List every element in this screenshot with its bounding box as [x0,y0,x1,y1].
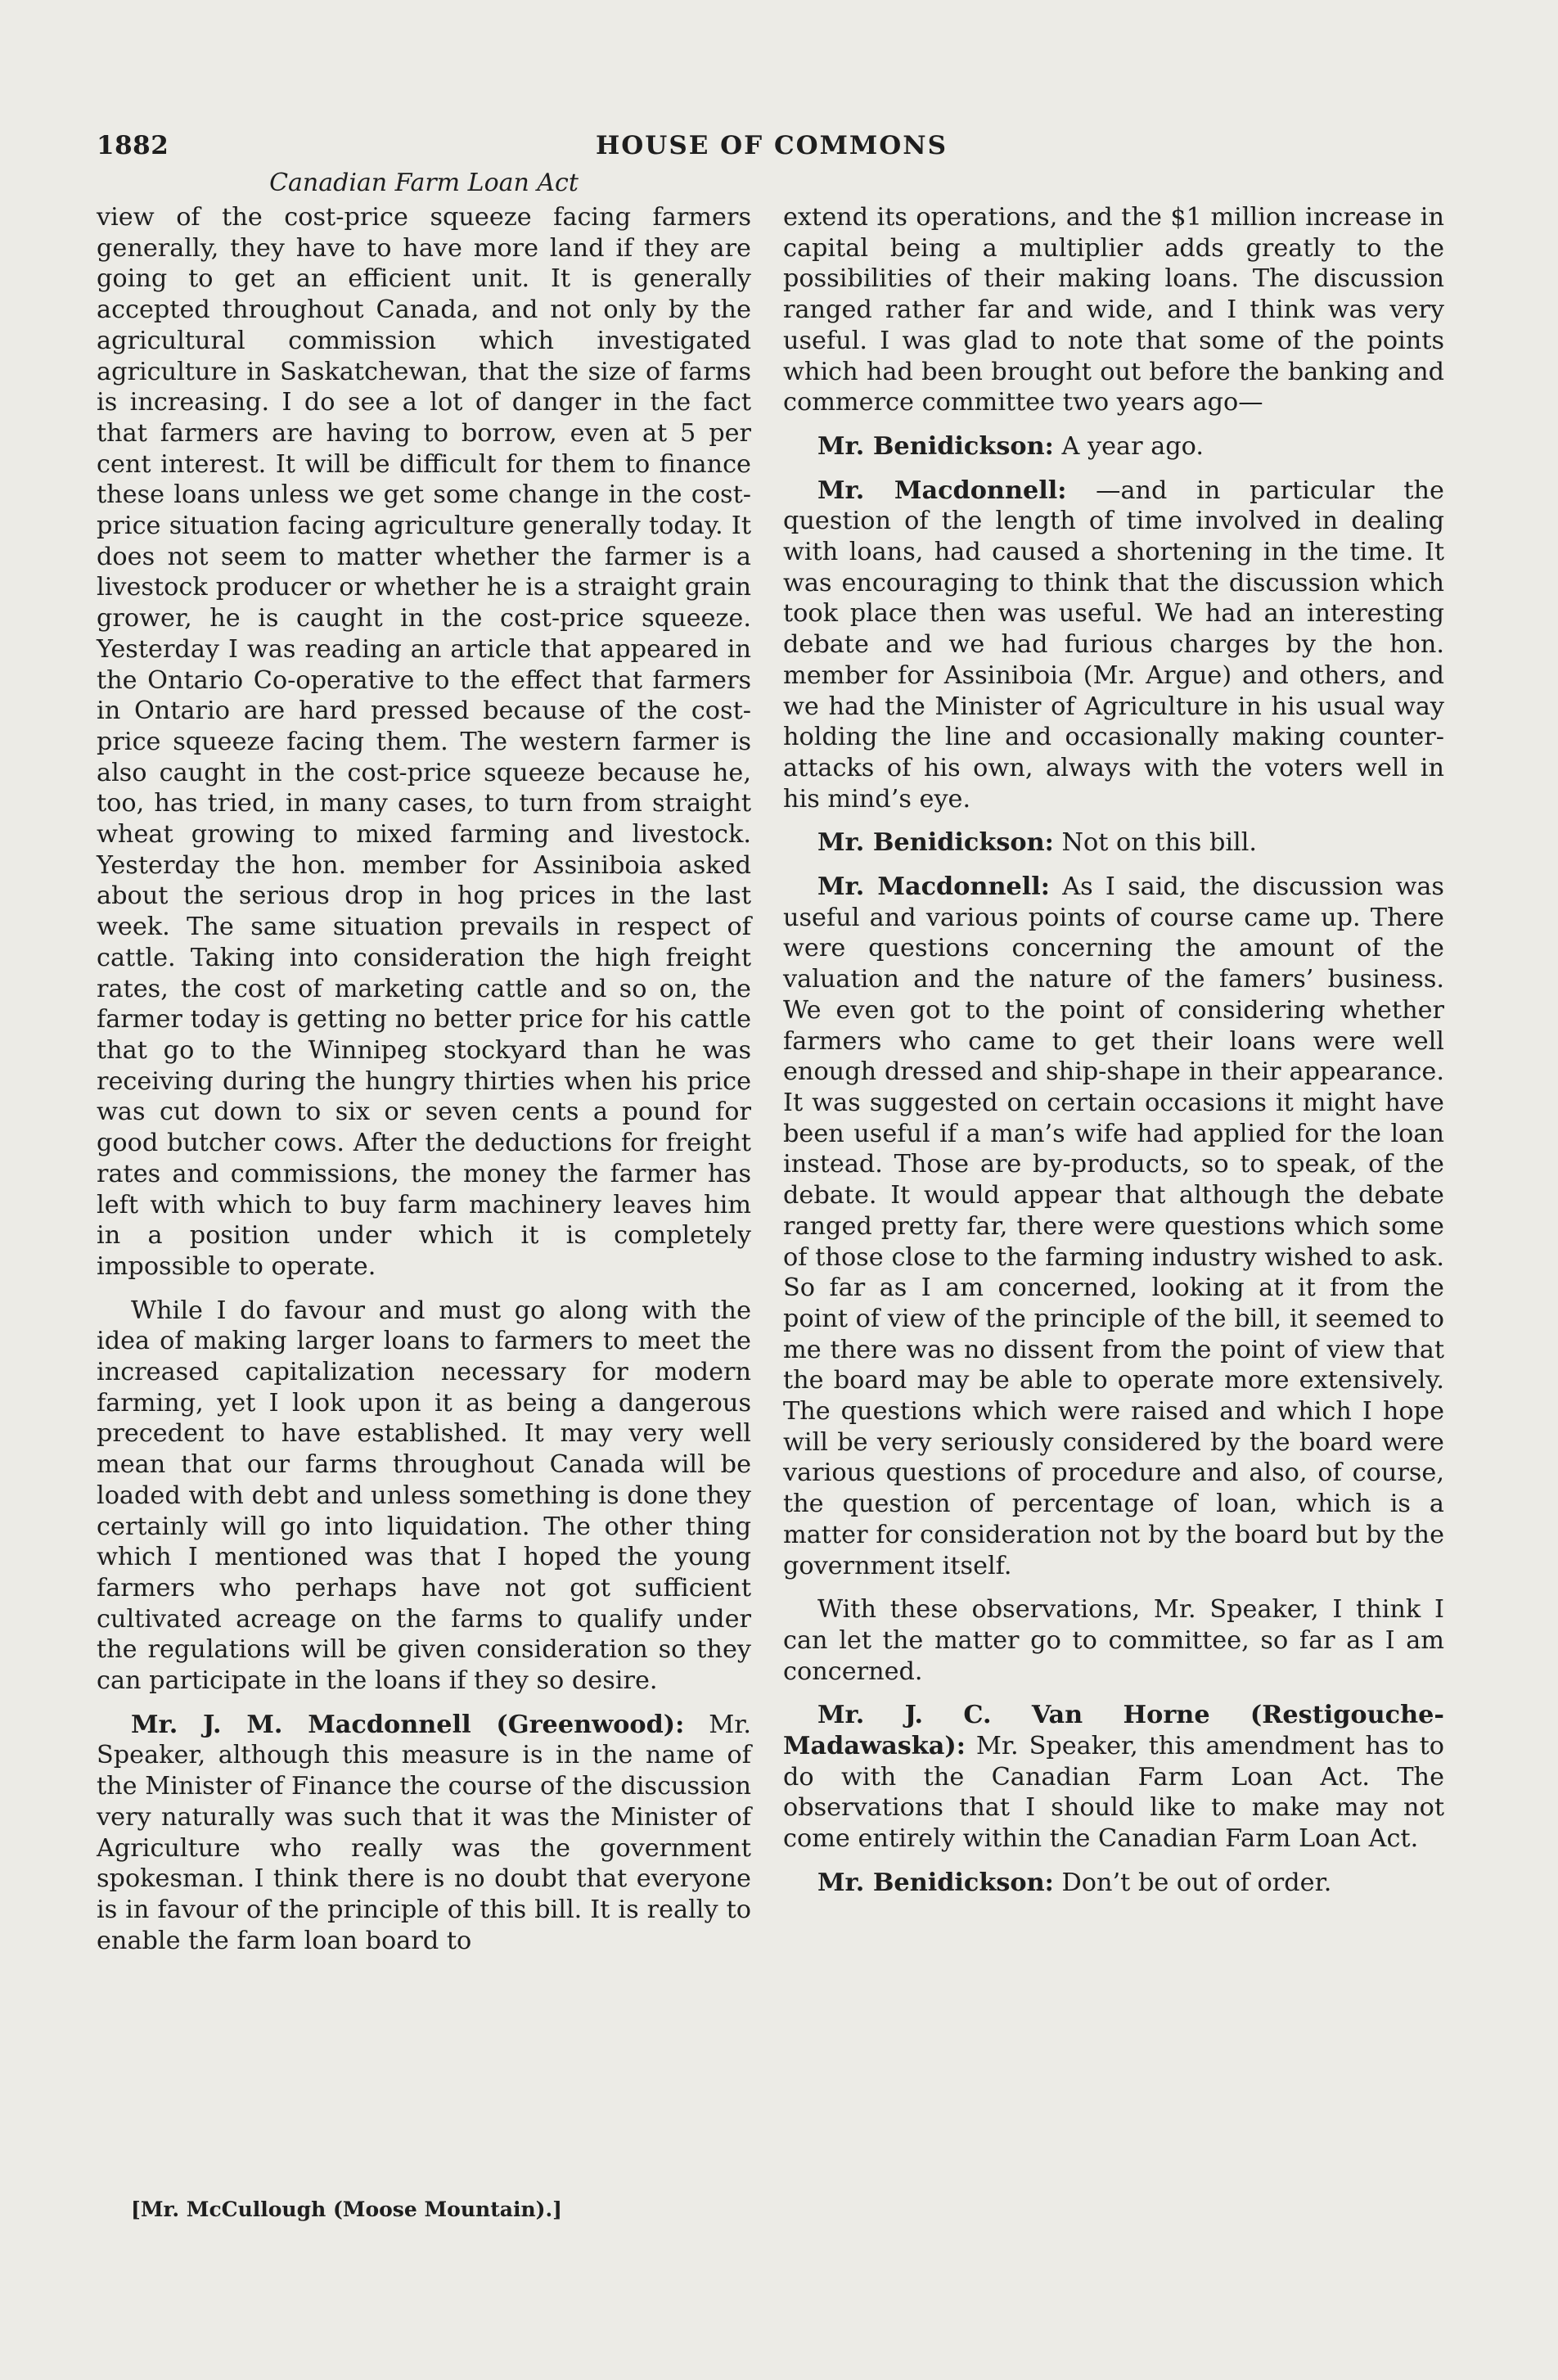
speech-paragraph [783,476,1444,815]
speech-paragraph [783,1868,1444,1899]
speech-text: Don’t be out of order. [1053,1868,1332,1897]
speech-text: Not on this bill. [1053,828,1258,858]
page-title: HOUSE OF COMMONS [596,131,948,160]
running-head [97,131,1447,172]
speech-paragraph [783,827,1444,859]
page-number: 1882 [97,131,169,160]
speaker-name: Mr. J. M. Macdonnell (Greenwood): [131,1710,685,1739]
paragraph: While I do favour and must go along with the idea of making larger loans to farmers to meet the increased capitalization necessary for modern farming, yet I look upon it as being a dangerous precedent to have established. It may very well mean that our farms throughout Canada will be loaded with debt and unless something is done they certainly will go into liquidation. The other thing which I mentioned was that I hoped the young farmers who perhaps have not got sufficient cultivated acreage on the farms to qualify under the regulations will be given consideration so they can participate in the loans if they so desire. [97,1296,751,1696]
speaker-name: Mr. Macdonnell: [817,872,1050,902]
left-column [97,202,751,1969]
speech-paragraph [783,872,1444,1581]
paragraph: With these observations, Mr. Speaker, I think I can let the matter go to committee, so far as I am concerned. [783,1595,1444,1686]
section-subheading: Canadian Farm Loan Act [269,169,579,197]
speech-paragraph [783,1700,1444,1855]
speech-text: A year ago. [1053,431,1205,461]
paragraph: extend its operations, and the $1 million increase in capital being a multiplier adds greatly to the possibilities of their making loans. The discussion ranged rather far and wide, and I think was very useful. I was glad to note that some of the points which had been brought out before the banking and commerce committee two years ago— [783,203,1444,417]
speaker-name: Mr. Benidickson: [817,431,1054,461]
speech-text: —and in particular the question of the length of time involved in dealing with loans, had caused a shortening in the time. It was encouraging to think that the discussion which took place then was useful. We had an interesting debate and we had furious charges by the hon. member for Assiniboia (Mr. Argue) and others, and we had the Minister of Agriculture in his usual way holding the line and occasionally making counter-attacks of his own, always with the voters well in his mind’s eye. [783,476,1444,814]
speaker-name: Mr. Macdonnell: [817,476,1067,505]
speech-text: Mr. Speaker, this amendment has to do with the Canadian Farm Loan Act. The observations that I should like to make may not come entirely within the Canadian Farm Loan Act. [783,1732,1444,1854]
paragraph: view of the cost-price squeeze facing farmers generally, they have to have more land if they are going to get an efficient unit. It is generally accepted throughout Canada, and not only by the agricultural commission which investigated agriculture in Saskatchewan, that the size of farms is increasing. I do see a lot of danger in the fact that farmers are having to borrow, even at 5 per cent interest. It will be difficult for them to finance these loans unless we get some change in the cost-price situation facing agriculture generally today. It does not seem to matter whether the farmer is a livestock producer or whether he is a straight grain grower, he is caught in the cost-price squeeze. Yesterday I was reading an article that appeared in the Ontario Co-operative to the effect that farmers in Ontario are hard pressed because of the cost-price squeeze facing them. The western farmer is also caught in the cost-price squeeze because he, too, has tried, in many cases, to turn from straight wheat growing to mixed farming and livestock. Yesterday the hon. member for Assiniboia asked about the serious drop in hog prices in the last week. The same situation prevails in respect of cattle. Taking into consideration the high freight rates, the cost of marketing cattle and so on, the farmer today is getting no better price for his cattle that go to the Winnipeg stockyard than he was receiving during the hungry thirties when his price was cut down to six or seven cents a pound for good butcher cows. After the deductions for freight rates and commissions, the money the farmer has left with which to buy farm machinery leaves him in a position under which it is completely impossible to operate. [97,203,751,1281]
speech-paragraph [97,1710,751,1957]
speech-text: As I said, the discussion was useful and various points of course came up. There were questions concerning the amount of the valuation and the nature of the famers’ business. We even got to the point of considering whether farmers who came to get their loans were well enough dressed and ship-shape in their appearance. It was suggested on certain occasions it might have been useful if a man’s wife had applied for the loan instead. Those are by-products, so to speak, of the debate. It would appear that although the debate ranged pretty far, there were questions which some of those close to the farming industry wished to ask. So far as I am concerned, looking at it from the point of view of the principle of the bill, it seemed to me there was no dissent from the point of view that the board may be able to operate more extensively. The questions which were raised and which I hope will be very seriously considered by the board were various questions of procedure and also, of course, the question of percentage of loan, which is a matter for consideration not by the board but by the government itself. [783,872,1444,1580]
speaker-name: Mr. Benidickson: [817,1868,1054,1897]
speech-paragraph [783,431,1444,462]
speaker-footnote: [Mr. McCullough (Moose Mountain).] [131,2197,562,2221]
speaker-name: Mr. Benidickson: [817,828,1054,858]
speech-text: Mr. Speaker, although this measure is in the name of the Minister of Finance the course of the discussion very naturally was such that it was the Minister of Agriculture who really was the government spokesman. I think there is no doubt that everyone is in favour of the principle of this bill. It is really to enable the farm loan board to [97,1710,752,1955]
speaker-name: Mr. J. C. Van Horne (Restigouche-Madawaska): [783,1701,1444,1761]
right-column [783,202,1444,1912]
